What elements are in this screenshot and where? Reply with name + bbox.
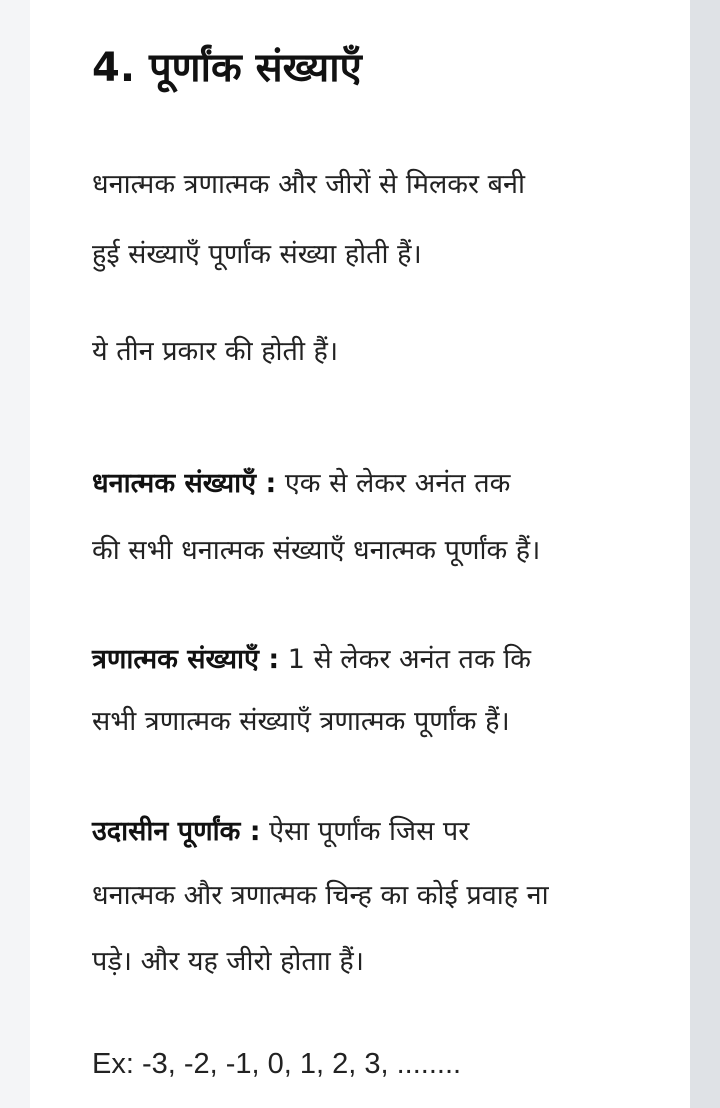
positive-definition-line-1 — [92, 462, 510, 506]
negative-line-1-text: 1 से लेकर अनंत तक कि — [279, 644, 531, 675]
neutral-definition-line-1 — [92, 810, 469, 854]
positive-term: धनात्मक संख्याएँ : — [92, 468, 277, 499]
left-page-margin — [0, 0, 30, 1108]
right-page-margin — [690, 0, 720, 1108]
neutral-term: उदासीन पूर्णांक : — [92, 816, 261, 847]
page-title: 4. पूर्णांक संख्याएँ — [92, 45, 362, 91]
neutral-line-1-text: ऐसा पूर्णांक जिस पर — [260, 816, 470, 847]
positive-definition-line-2: की सभी धनात्मक संख्याएँ धनात्मक पूर्णांक हैं। — [92, 535, 541, 566]
intro-line-1: धनात्मक त्रणात्मक और जीरों से मिलकर बनी — [92, 169, 526, 200]
document-page — [30, 0, 690, 1108]
intro-line-2: हुई संख्याएँ पूर्णांक संख्या होती हैं। — [92, 239, 422, 270]
negative-definition-line-2: सभी त्रणात्मक संख्याएँ त्रणात्मक पूर्णांक हैं। — [92, 706, 510, 737]
types-intro: ये तीन प्रकार की होती हैं। — [92, 336, 339, 367]
example-sequence: Ex: -3, -2, -1, 0, 1, 2, 3, ........ — [92, 1048, 462, 1080]
neutral-definition-line-3: पड़े। और यह जीरो होताा हैं। — [92, 946, 364, 977]
negative-definition-line-1 — [92, 638, 531, 682]
neutral-definition-line-2: धनात्मक और त्रणात्मक चिन्ह का कोई प्रवाह ना — [92, 880, 549, 911]
positive-line-1-text: एक से लेकर अनंत तक — [276, 468, 511, 499]
negative-term: त्रणात्मक संख्याएँ : — [92, 644, 280, 675]
